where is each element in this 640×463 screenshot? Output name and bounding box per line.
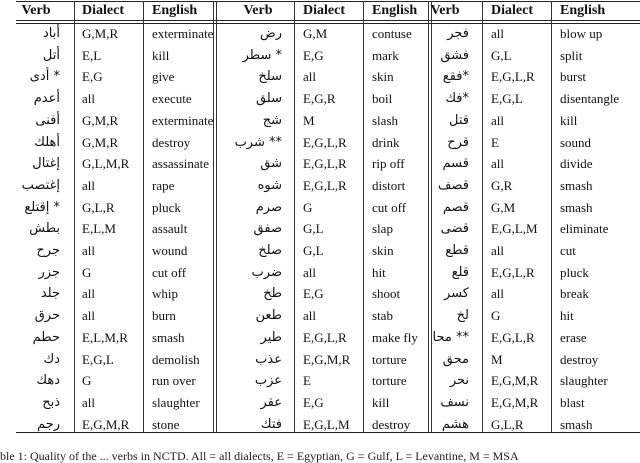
english-cell: smash xyxy=(152,329,185,345)
english-cell: wound xyxy=(152,243,188,258)
verb-cell: * سطر xyxy=(242,47,282,63)
dialect-cell: E,G xyxy=(303,47,324,63)
english-cell: split xyxy=(560,47,583,63)
dialect-cell: all xyxy=(491,286,504,302)
dialect-cell: G,M xyxy=(303,26,328,41)
english-cell: boil xyxy=(372,91,393,107)
verb-cell: شوه xyxy=(257,177,282,193)
english-cell: give xyxy=(152,69,175,85)
dialect-cell: G,M,R xyxy=(82,112,119,128)
header-rule-2 xyxy=(16,23,640,24)
verb-cell: طير xyxy=(260,329,282,345)
verb-cell: عزب xyxy=(254,373,282,389)
dialect-cell: G,M,R xyxy=(82,26,119,41)
dialect-cell: E,G,L,M xyxy=(491,221,538,237)
verb-cell: صلخ xyxy=(258,243,282,258)
dialect-cell: E,G,L,R xyxy=(491,329,535,345)
verb-cell: قصم xyxy=(442,199,469,215)
english-cell: hit xyxy=(372,264,386,280)
dialect-cell: E,G,L,R xyxy=(303,177,347,193)
verb-cell: سلق xyxy=(255,91,282,107)
dialect-cell: all xyxy=(82,177,95,193)
english-cell: burn xyxy=(152,308,176,324)
table-caption: ble 1: Quality of the ... verbs in NCTD. All = all dialects, E = Egyptian, G = Gulf, L = Levantine, M = MSA xyxy=(0,449,519,463)
verb-cell: *فقع xyxy=(442,69,469,85)
english-cell: smash xyxy=(560,199,593,215)
header-dialect: Dialect xyxy=(491,3,533,18)
verb-cell: حرق xyxy=(34,308,60,324)
english-cell: kill xyxy=(372,394,390,410)
dialect-cell: E,G xyxy=(303,394,324,410)
english-cell: stab xyxy=(372,308,393,324)
dialect-cell: E,G,M,R xyxy=(303,351,351,367)
dialect-cell: all xyxy=(303,308,316,324)
english-cell: slaughter xyxy=(152,394,200,410)
column-divider xyxy=(74,1,75,432)
dialect-cell: E,G,M,R xyxy=(491,394,539,410)
verb-cell: فشق xyxy=(440,47,469,63)
verb-cell: شق xyxy=(260,156,282,172)
verb-cell: صرم xyxy=(255,199,282,215)
english-cell: run over xyxy=(152,373,196,389)
verb-cell: إغتصب xyxy=(21,177,60,193)
dialect-cell: all xyxy=(303,69,316,85)
dialect-cell: G,L xyxy=(491,47,512,63)
dialect-cell: all xyxy=(82,286,95,302)
english-cell: whip xyxy=(152,286,178,302)
dialect-cell: G,L,R xyxy=(491,416,524,432)
dialect-cell: E,G xyxy=(82,69,103,85)
dialect-cell: all xyxy=(491,243,504,258)
dialect-cell: E,G,M,R xyxy=(82,416,130,432)
header-english: English xyxy=(372,3,418,18)
english-cell: blast xyxy=(560,394,585,410)
verb-cell: ** شرب xyxy=(234,134,282,150)
dialect-cell: G,M xyxy=(491,199,516,215)
english-cell: disentangle xyxy=(560,91,620,107)
verb-cell: عذب xyxy=(255,351,282,367)
dialect-cell: all xyxy=(491,26,504,41)
verb-cell: نسف xyxy=(440,394,469,410)
english-cell: torture xyxy=(372,351,407,367)
english-cell: slash xyxy=(372,112,398,128)
english-cell: contuse xyxy=(372,26,412,41)
header-english: English xyxy=(152,3,198,18)
verb-cell: قرح xyxy=(447,134,469,150)
verb-cell: عقر xyxy=(260,394,282,410)
dialect-cell: E,G,L,R xyxy=(491,264,535,280)
english-cell: break xyxy=(560,286,589,302)
verb-cell: قضى xyxy=(440,221,469,237)
verb-cell: أباد xyxy=(43,26,60,41)
verb-cell: محق xyxy=(442,351,469,367)
verb-cell: جلد xyxy=(40,286,60,302)
verb-cell: رجم xyxy=(37,416,60,432)
dialect-cell: all xyxy=(491,156,504,172)
dialect-cell: all xyxy=(82,243,95,258)
verb-cell: جرح xyxy=(36,243,60,258)
english-cell: assassinate xyxy=(152,156,210,172)
dialect-cell: G xyxy=(82,373,92,389)
dialect-cell: all xyxy=(82,91,95,107)
dialect-cell: E,G,L,R xyxy=(303,329,347,345)
english-cell: destroy xyxy=(372,416,411,432)
verb-cell: قتل xyxy=(449,112,469,128)
header-dialect: Dialect xyxy=(303,3,345,18)
verb-cell: بطش xyxy=(29,221,60,237)
english-cell: destroy xyxy=(152,134,191,150)
header-dialect: Dialect xyxy=(82,3,124,18)
verb-cell: حطم xyxy=(32,329,60,345)
verb-cell: كسر xyxy=(444,286,469,302)
verb-cell: طخ xyxy=(263,286,282,302)
dialect-cell: G,L,R xyxy=(82,199,115,215)
verb-cell: لخ xyxy=(456,308,469,324)
verb-cell: أهلك xyxy=(34,134,60,150)
dialect-cell: G,M,R xyxy=(82,134,119,150)
column-divider xyxy=(294,1,295,432)
verb-cell: قلع xyxy=(451,264,469,280)
english-cell: erase xyxy=(560,329,587,345)
verb-cell: شج xyxy=(262,112,282,128)
english-cell: shoot xyxy=(372,286,401,302)
verb-cell: رض xyxy=(260,26,282,41)
dialect-cell: all xyxy=(82,308,95,324)
dialect-cell: E,L,M xyxy=(82,221,116,237)
dialect-cell: E,L xyxy=(82,47,102,63)
english-cell: rape xyxy=(152,177,175,193)
english-cell: drink xyxy=(372,134,400,150)
verb-cell: * إقتلع xyxy=(24,199,60,215)
verb-cell: سلخ xyxy=(258,69,282,85)
english-cell: exterminate xyxy=(152,112,214,128)
header-verb: Verb xyxy=(21,3,51,18)
dialect-cell: E,G,M,R xyxy=(491,373,539,389)
verb-cell: دهك xyxy=(36,373,60,389)
english-cell: sound xyxy=(560,134,592,150)
english-cell: smash xyxy=(560,416,593,432)
dialect-cell: G,L,M,R xyxy=(82,156,130,172)
header-english: English xyxy=(560,3,606,18)
english-cell: stone xyxy=(152,416,180,432)
dialect-cell: E,G xyxy=(303,286,324,302)
dialect-cell: all xyxy=(82,394,95,410)
english-cell: rip off xyxy=(372,156,405,172)
dialect-cell: G,R xyxy=(491,177,513,193)
dialect-cell: all xyxy=(491,112,504,128)
english-cell: skin xyxy=(372,69,394,85)
dialect-cell: E,G,L,R xyxy=(491,69,535,85)
dialect-cell: E,G,L,R xyxy=(303,156,347,172)
dialect-cell: G,L xyxy=(303,221,324,237)
verb-cell: فتك xyxy=(260,416,282,432)
english-cell: smash xyxy=(560,177,593,193)
verb-cell: إغتال xyxy=(32,156,60,172)
english-cell: cut off xyxy=(152,264,187,280)
dialect-cell: G xyxy=(82,264,92,280)
verb-cell: طعن xyxy=(255,308,282,324)
dialect-cell: G,L xyxy=(303,243,324,258)
verb-cell: * أدى xyxy=(29,69,60,85)
english-cell: slap xyxy=(372,221,393,237)
verb-cell: قطع xyxy=(445,243,469,258)
dialect-cell: G xyxy=(303,199,313,215)
verb-cell: قسم xyxy=(442,156,469,172)
english-cell: torture xyxy=(372,373,407,389)
english-cell: blow up xyxy=(560,26,603,41)
english-cell: destroy xyxy=(560,351,599,367)
verb-cell: صفق xyxy=(253,221,282,237)
verb-cell: فجر xyxy=(447,26,469,41)
dialect-cell: G xyxy=(491,308,501,324)
verb-cell: هشم xyxy=(441,416,469,432)
english-cell: eliminate xyxy=(560,221,609,237)
english-cell: exterminate xyxy=(152,26,214,41)
english-cell: slaughter xyxy=(560,373,608,389)
dialect-cell: E,G,L xyxy=(491,91,523,107)
dialect-cell: E xyxy=(303,373,311,389)
english-cell: demolish xyxy=(152,351,200,367)
verb-cell: ** محا xyxy=(432,329,469,345)
verb-cell: أتل xyxy=(42,47,60,63)
verb-cell: دك xyxy=(43,351,60,367)
verb-cell: نحر xyxy=(449,373,469,389)
english-cell: skin xyxy=(372,243,394,258)
english-cell: pluck xyxy=(152,199,181,215)
verb-cell: *فك xyxy=(445,91,469,107)
english-cell: divide xyxy=(560,156,593,172)
dialect-cell: E,L,M,R xyxy=(82,329,128,345)
dialect-cell: M xyxy=(491,351,503,367)
dialect-cell: E xyxy=(491,134,499,150)
header-rule-1 xyxy=(16,20,640,21)
english-cell: kill xyxy=(152,47,170,63)
verb-cell: أعدم xyxy=(33,91,60,107)
english-cell: kill xyxy=(560,112,578,128)
english-cell: hit xyxy=(560,308,574,324)
english-cell: cut off xyxy=(372,199,407,215)
verb-cell: أفنى xyxy=(35,112,60,128)
english-cell: burst xyxy=(560,69,586,85)
english-cell: execute xyxy=(152,91,192,107)
english-cell: make fly xyxy=(372,329,418,345)
dialect-cell: E,G,R xyxy=(303,91,336,107)
dialect-cell: E,G,L,M xyxy=(303,416,350,432)
verb-cell: جزر xyxy=(38,264,60,280)
dialect-cell: E,G,L xyxy=(82,351,114,367)
dialect-cell: M xyxy=(303,112,315,128)
column-divider xyxy=(482,1,483,432)
header-verb: Verb xyxy=(243,3,273,18)
verb-cell: ذبح xyxy=(42,394,60,410)
dialect-cell: all xyxy=(303,264,316,280)
verb-cell: ضرب xyxy=(251,264,282,280)
english-cell: distort xyxy=(372,177,406,193)
dialect-cell: E,G,L,R xyxy=(303,134,347,150)
english-cell: mark xyxy=(372,47,399,63)
english-cell: pluck xyxy=(560,264,589,280)
english-cell: cut xyxy=(560,243,576,258)
verb-cell: قصف xyxy=(438,177,469,193)
english-cell: assault xyxy=(152,221,188,237)
header-verb: Verb xyxy=(430,3,460,18)
